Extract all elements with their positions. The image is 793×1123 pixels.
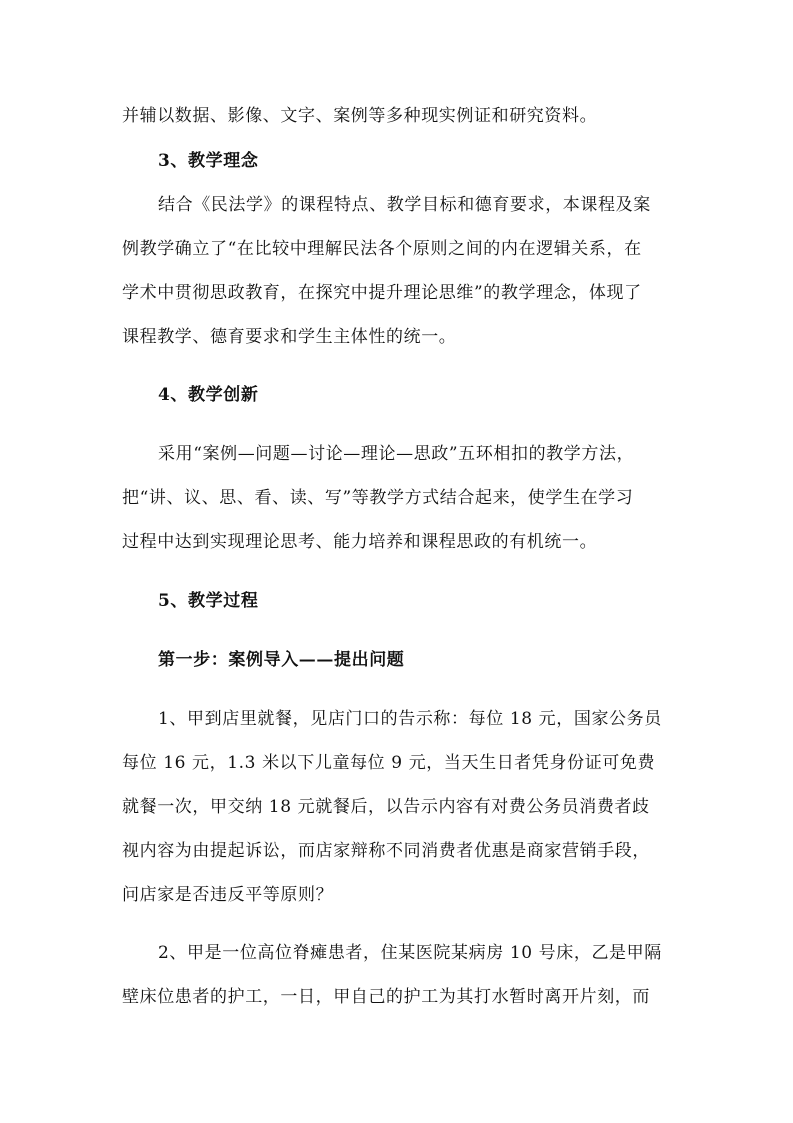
paragraph-line: 把“讲、议、思、看、读、写”等教学方式结合起来，使学生在学习: [122, 488, 634, 508]
case-line: 就餐一次，甲交纳 18 元就餐后，以告示内容有对费公务员消费者歧: [122, 797, 650, 817]
paragraph-line: 采用“案例—问题—讨论—理论—思政”五环相扣的教学方法，: [158, 444, 635, 464]
paragraph-line: 结合《民法学》的课程特点、教学目标和德育要求，本课程及案: [158, 195, 651, 215]
case-line: 每位 16 元，1.3 米以下儿童每位 9 元，当天生日者凭身份证可免费: [122, 753, 656, 773]
section-heading-3: 3、教学理念: [158, 151, 259, 171]
paragraph-line: 例教学确立了“在比较中理解民法各个原则之间的内在逻辑关系，在: [122, 239, 642, 259]
case-line: 问店家是否违反平等原则？: [122, 885, 334, 905]
paragraph-line: 并辅以数据、影像、文字、案例等多种现实例证和研究资料。: [122, 106, 598, 126]
paragraph-line: 过程中达到实现理论思考、能力培养和课程思政的有机统一。: [122, 532, 598, 552]
paragraph-line: 学术中贯彻思政教育，在探究中提升理论思维”的教学理念，体现了: [122, 283, 642, 303]
case-line: 2、甲是一位高位脊瘫患者，住某医院某病房 10 号床，乙是甲隔: [158, 943, 662, 963]
case-line: 1、甲到店里就餐，见店门口的告示称：每位 18 元，国家公务员: [158, 709, 662, 729]
section-heading-5: 5、教学过程: [158, 591, 259, 611]
paragraph-line: 课程教学、德育要求和学生主体性的统一。: [122, 327, 457, 347]
case-line: 视内容为由提起诉讼，而店家辩称不同消费者优惠是商家营销手段，: [122, 841, 650, 861]
case-line: 壁床位患者的护工，一日，甲自己的护工为其打水暂时离开片刻，而: [122, 987, 650, 1007]
section-heading-4: 4、教学创新: [158, 385, 259, 405]
step-heading: 第一步：案例导入——提出问题: [158, 650, 405, 670]
